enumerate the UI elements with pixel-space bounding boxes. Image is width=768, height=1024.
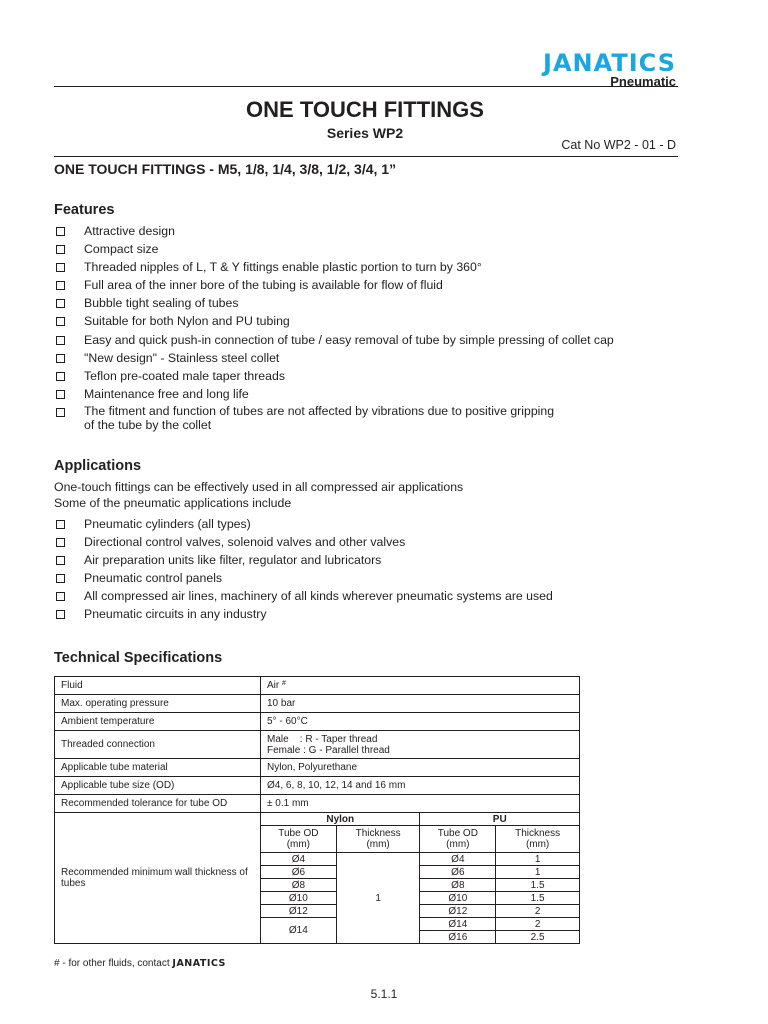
column-header: Tube OD (mm) [261,826,337,853]
table-cell: Ø10 [261,892,337,905]
table-row [55,813,580,826]
table-row [55,695,580,713]
table-cell: 1.5 [496,892,580,905]
table-cell: Ø6 [420,866,496,879]
list-item: "New design" - Stainless steel collet [54,349,614,367]
page-title: ONE TOUCH FITTINGS [246,97,484,122]
section-divider [54,156,678,157]
table-cell: Ø12 [261,905,337,918]
table-row [55,795,580,813]
logo-subtitle: Pneumatic [610,74,676,89]
list-item: Teflon pre-coated male taper threads [54,367,614,385]
header-divider [54,86,678,87]
page-number: 5.1.1 [370,987,398,1001]
checkbox-bullet-icon [56,610,65,619]
list-item: All compressed air lines, machinery of all kinds wherever pneumatic systems are used [54,587,553,605]
list-item: Pneumatic control panels [54,569,553,587]
list-item: Directional control valves, solenoid valves and other valves [54,533,553,551]
logo-wordmark: JANATICS [543,49,676,77]
list-item: Suitable for both Nylon and PU tubing [54,312,614,330]
checkbox-bullet-icon [56,354,65,363]
column-header: Thickness (mm) [336,826,420,853]
tech-specs-heading: Technical Specifications [54,650,223,666]
table-cell: 2.5 [496,931,580,944]
list-item: Pneumatic circuits in any industry [54,605,553,623]
list-item: Easy and quick push-in connection of tube / easy removal of tube by simple pressing of collet cap [54,331,614,349]
table-cell: 1 [496,853,580,866]
spec-label: Fluid [55,677,261,695]
spec-value: 10 bar [261,695,580,713]
checkbox-bullet-icon [56,556,65,565]
table-cell: Ø8 [261,879,337,892]
footnote-marker: # [282,680,286,687]
table-row [55,777,580,795]
list-item: Bubble tight sealing of tubes [54,294,614,312]
table-cell: Ø4 [420,853,496,866]
checkbox-bullet-icon [56,390,65,399]
spec-label: Ambient temperature [55,713,261,731]
spec-value: ± 0.1 mm [261,795,580,813]
spec-value: Air # [261,677,580,695]
checkbox-bullet-icon [56,281,65,290]
janatics-logo [543,50,676,89]
table-cell: 2 [496,918,580,931]
spec-label: Max. operating pressure [55,695,261,713]
table-cell: Ø16 [420,931,496,944]
checkbox-bullet-icon [56,574,65,583]
table-cell: Ø4 [261,853,337,866]
checkbox-bullet-icon [56,336,65,345]
table-cell: 1.5 [496,879,580,892]
table-cell: Ø12 [420,905,496,918]
checkbox-bullet-icon [56,592,65,601]
table-row [55,731,580,759]
table-cell: 2 [496,905,580,918]
spec-value: Male : R - Taper thread Female : G - Parallel thread [261,731,580,759]
series-label: Series WP2 [326,125,404,141]
spec-label: Applicable tube material [55,759,261,777]
specifications-table [54,676,580,944]
spec-label: Threaded connection [55,731,261,759]
spec-value: 5° - 60°C [261,713,580,731]
applications-heading: Applications [54,458,142,474]
list-item: Air preparation units like filter, regulator and lubricators [54,551,553,569]
list-item: Compact size [54,240,614,258]
list-item: Maintenance free and long life [54,385,614,403]
column-header: Tube OD (mm) [420,826,496,853]
footnote-text: # - for other fluids, contact [54,958,170,969]
table-row [55,677,580,695]
catalog-number: Cat No WP2 - 01 - D [561,138,676,152]
nylon-header: Nylon [261,813,420,826]
list-item: The fitment and function of tubes are not affected by vibrations due to positive gripping of the tube by the collet [54,403,614,433]
applications-intro-line: One-touch fittings can be effectively used in all compressed air applications [54,480,464,494]
footnote-brand: JANATICS [172,958,226,969]
list-item: Threaded nipples of L, T & Y fittings enable plastic portion to turn by 360° [54,258,614,276]
table-row [55,759,580,777]
product-subtitle: ONE TOUCH FITTINGS - M5, 1/8, 1/4, 3/8, 1/2, 3/4, 1” [54,161,397,177]
footnote [54,958,226,970]
table-cell: Ø14 [420,918,496,931]
applications-list [54,515,553,624]
checkbox-bullet-icon [56,317,65,326]
table-cell: Ø6 [261,866,337,879]
table-cell: 1 [496,866,580,879]
nylon-thickness-cell: 1 [336,853,420,944]
spec-label: Recommended tolerance for tube OD [55,795,261,813]
checkbox-bullet-icon [56,538,65,547]
wall-thickness-label: Recommended minimum wall thickness of tubes [55,813,261,944]
pu-header: PU [420,813,580,826]
checkbox-bullet-icon [56,299,65,308]
checkbox-bullet-icon [56,227,65,236]
table-cell: Ø10 [420,892,496,905]
column-header: Thickness (mm) [496,826,580,853]
list-item: Full area of the inner bore of the tubing is available for flow of fluid [54,276,614,294]
applications-intro-line: Some of the pneumatic applications include [54,496,292,510]
table-cell: Ø8 [420,879,496,892]
applications-intro [54,479,463,511]
spec-value: Nylon, Polyurethane [261,759,580,777]
table-cell: Ø14 [261,918,337,944]
checkbox-bullet-icon [56,263,65,272]
features-list [54,222,614,433]
spec-value: Ø4, 6, 8, 10, 12, 14 and 16 mm [261,777,580,795]
list-item: Pneumatic cylinders (all types) [54,515,553,533]
checkbox-bullet-icon [56,520,65,529]
spec-label: Applicable tube size (OD) [55,777,261,795]
list-item: Attractive design [54,222,614,240]
table-row [55,713,580,731]
checkbox-bullet-icon [56,408,65,417]
checkbox-bullet-icon [56,245,65,254]
checkbox-bullet-icon [56,372,65,381]
features-heading: Features [54,202,115,218]
